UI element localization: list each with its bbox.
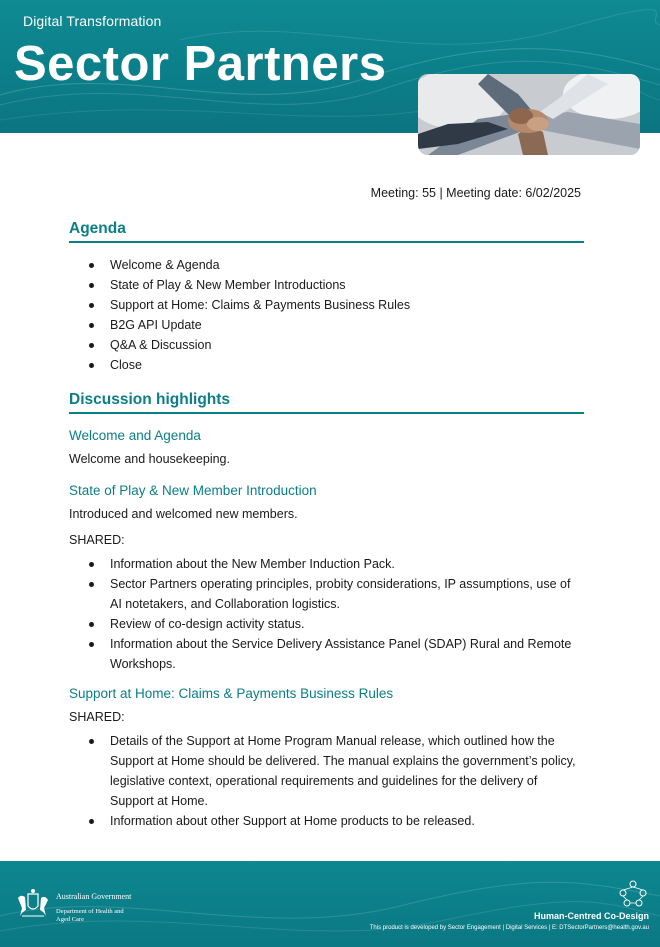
- welcome-text: Welcome and housekeeping.: [69, 452, 230, 466]
- header-kicker: Digital Transformation: [23, 13, 162, 29]
- discussion-highlights-heading: Discussion highlights: [69, 391, 584, 414]
- commonwealth-crest-icon: [16, 888, 50, 920]
- hcd-note: This product is developed by Sector Engagement | Digital Services | E: DTSectorPartners@health.gov.au: [369, 925, 649, 931]
- footer-banner: [0, 861, 660, 947]
- welcome-subheading: Welcome and Agenda: [69, 428, 201, 443]
- meeting-info: Meeting: 55 | Meeting date: 6/02/2025: [370, 186, 581, 200]
- department-name: Department of Health and Aged Care: [56, 908, 124, 923]
- government-name: Australian Government: [56, 892, 132, 901]
- agenda-item: State of Play & New Member Introductions: [89, 275, 584, 295]
- agenda-heading: Agenda: [69, 220, 584, 243]
- support-at-home-subheading: Support at Home: Claims & Payments Business Rules: [69, 686, 394, 701]
- shared-label: SHARED:: [69, 710, 125, 724]
- hands-stacked-photo: [418, 74, 640, 155]
- shared-item: Information about the Service Delivery Assistance Panel (SDAP) Rural and Remote Workshops.: [89, 634, 584, 674]
- shared-item: Sector Partners operating principles, probity considerations, IP assumptions, use of AI notetakers, and Collaboration logistics.: [89, 574, 584, 614]
- shared-item: Information about the New Member Induction Pack.: [89, 554, 584, 574]
- main-content: [69, 220, 584, 831]
- shared-item: Details of the Support at Home Program Manual release, which outlined how the Support at Home should be delivered. The manual explains the government’s policy, legislative context, operational requirements and guidelines for the delivery of Support at Home.: [89, 731, 584, 811]
- state-of-play-subheading: State of Play & New Member Introduction: [69, 483, 317, 498]
- shared-label: SHARED:: [69, 533, 125, 547]
- agenda-item: Close: [89, 355, 584, 375]
- people-network-icon: [617, 879, 649, 907]
- state-of-play-text: Introduced and welcomed new members.: [69, 507, 298, 521]
- hcd-title: Human-Centred Co-Design: [533, 911, 649, 921]
- state-of-play-list: [89, 554, 584, 674]
- support-at-home-list: [89, 731, 584, 831]
- agenda-item: Support at Home: Claims & Payments Business Rules: [89, 295, 584, 315]
- agenda-item: B2G API Update: [89, 315, 584, 335]
- agenda-list: [89, 255, 584, 375]
- agenda-item: Welcome & Agenda: [89, 255, 584, 275]
- agenda-item: Q&A & Discussion: [89, 335, 584, 355]
- australian-government-logo: [16, 888, 136, 926]
- shared-item: Review of co-design activity status.: [89, 614, 584, 634]
- page-title: Sector Partners: [14, 37, 387, 91]
- shared-item: Information about other Support at Home products to be released.: [89, 811, 584, 831]
